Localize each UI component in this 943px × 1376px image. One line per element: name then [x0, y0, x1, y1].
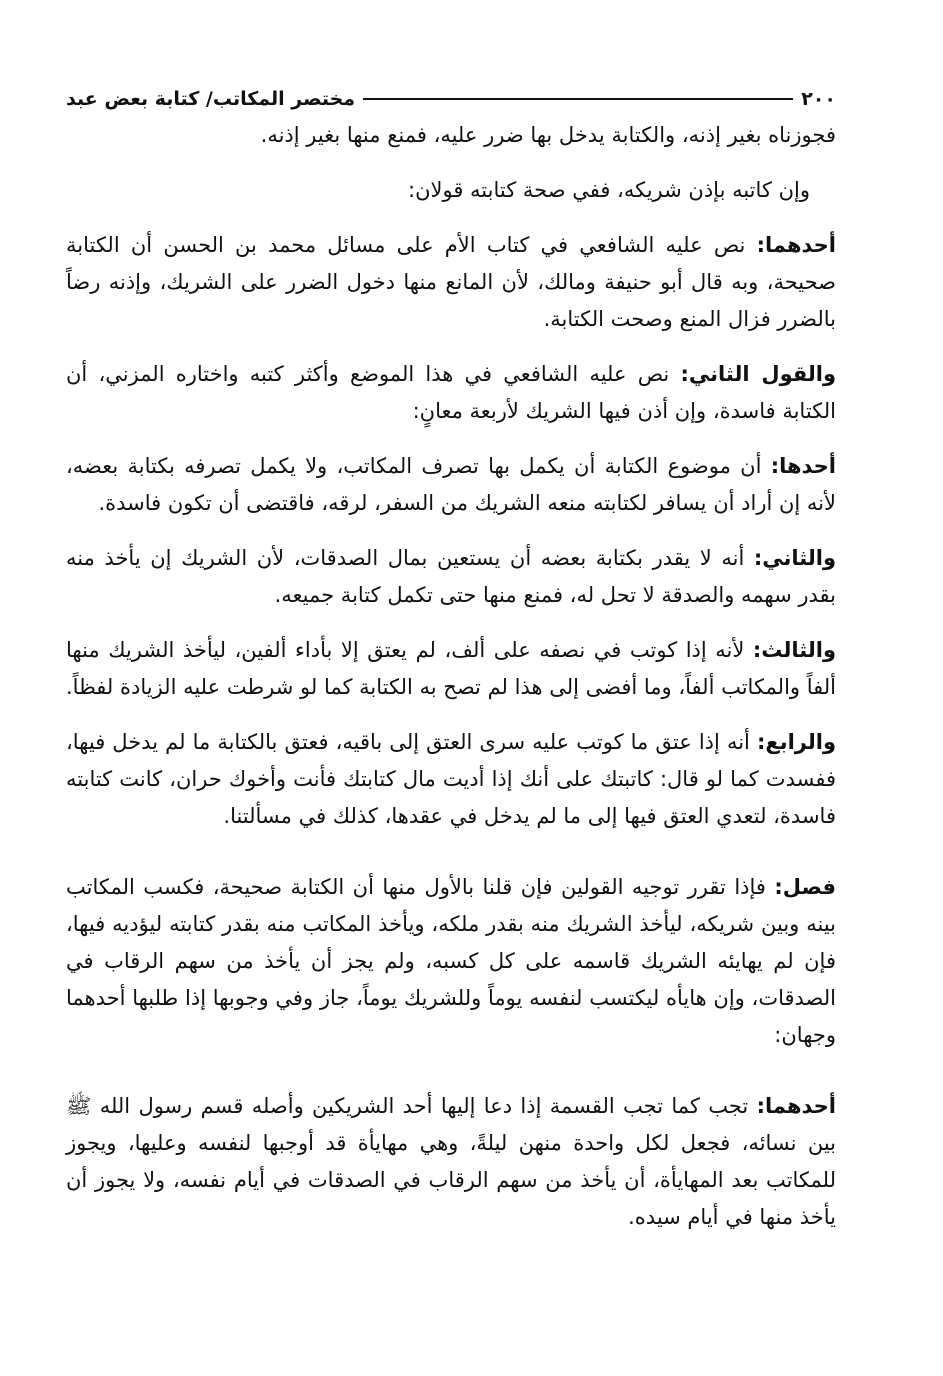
paragraph-label: والقول الثاني:: [680, 362, 836, 386]
book-page: [66, 0, 836, 1376]
running-title: مختصر المكاتب/ كتابة بعض عبد: [66, 88, 356, 110]
paragraph-text: وإن كاتبه بإذن شريكه، ففي صحة كتابته قولان:: [408, 178, 810, 202]
paragraph: [66, 869, 836, 1054]
paragraph-label: والثالث:: [752, 638, 836, 662]
page-body: [66, 117, 836, 1254]
paragraph-label: أحدهما:: [756, 233, 836, 257]
paragraph-text: أن موضوع الكتابة أن يكمل بها تصرف المكاتب، ولا يكمل تصرفه بكتابة بعضه، لأنه إن أراد أن يسافر لكتابته منعه الشريك من السفر، لرقه، فاقتضى أن تكون فاسدة.: [66, 454, 836, 515]
paragraph: [66, 632, 836, 706]
header-divider: [363, 98, 793, 100]
paragraph: [66, 227, 836, 338]
paragraph-text: تجب كما تجب القسمة إذا دعا إليها أحد الشريكين وأصله قسم رسول الله ﷺ بين نسائه، فجعل لكل واحدة منهن ليلةً، وهي مهايأة قد أوجبها لنفسه وعليها، ويجوز للمكاتب بعد المهايأة، أن يأخذ من سهم الرقاب في الصدقات في أيام نفسه، ولا يجوز أن يأخذ منها في أيام سيده.: [66, 1094, 836, 1229]
paragraph-label: أحدها:: [770, 454, 836, 478]
paragraph-text: نص عليه الشافعي في هذا الموضع وأكثر كتبه واختاره المزني، أن الكتابة فاسدة، وإن أذن فيها الشريك لأربعة معانٍ:: [66, 362, 836, 423]
paragraph: [66, 117, 836, 154]
paragraph: [66, 172, 836, 209]
paragraph: [66, 540, 836, 614]
paragraph-label: والثاني:: [753, 546, 836, 570]
page-number: ٢٠٠: [801, 88, 836, 110]
paragraph: [66, 724, 836, 835]
paragraph: [66, 448, 836, 522]
paragraph: [66, 1088, 836, 1236]
paragraph-text: أنه إذا عتق ما كوتب عليه سرى العتق إلى باقيه، فعتق بالكتابة ما لم يدخل فيها، ففسدت كما لو قال: كاتبتك على أنك إذا أديت مال كتابتك فأنت وأخوك حران، كانت كتابته فاسدة، لتعدي العتق فيها إلى ما لم يدخل في عقدها، كذلك في مسألتنا.: [66, 730, 836, 828]
page-header: [66, 84, 836, 114]
paragraph-label: فصل:: [774, 875, 836, 899]
paragraph-text: نص عليه الشافعي في كتاب الأم على مسائل محمد بن الحسن أن الكتابة صحيحة، وبه قال أبو حنيفة ومالك، لأن المانع منها دخول الضرر على الشريك، وإذنه رضاً بالضرر فزال المنع وصحت الكتابة.: [66, 233, 836, 331]
paragraph: [66, 356, 836, 430]
paragraph-label: والرابع:: [756, 730, 836, 754]
paragraph-text: فجوزناه بغير إذنه، والكتابة يدخل بها ضرر عليه، فمنع منها بغير إذنه.: [260, 123, 836, 147]
paragraph-text: فإذا تقرر توجيه القولين فإن قلنا بالأول منها أن الكتابة صحيحة، فكسب المكاتب بينه وبين شريكه، ليأخذ الشريك منه بقدر ملكه، ويأخذ المكاتب منه بقدر كتابته ليؤديه فيها، فإن لم يهايئه الشريك قاسمه على كل كسبه، ولم يجز أن يأخذ من سهم الرقاب في الصدقات، وإن هايأه ليكتسب لنفسه يوماً وللشريك يوماً، جاز وفي وجوبها إذا طلبها أحدهما وجهان:: [66, 875, 836, 1047]
paragraph-text: أنه لا يقدر بكتابة بعضه أن يستعين بمال الصدقات، لأن الشريك إن يأخذ منه بقدر سهمه والصدقة لا تحل له، فمنع منها حتى تكمل كتابة جميعه.: [66, 546, 836, 607]
paragraph-label: أحدهما:: [756, 1094, 836, 1118]
paragraph-text: لأنه إذا كوتب في نصفه على ألف، لم يعتق إلا بأداء ألفين، ليأخذ الشريك منها ألفاً والمكاتب ألفاً، وما أفضى إلى هذا لم تصح به الكتابة كما لو شرطت عليه الزيادة لفظاً.: [66, 638, 836, 699]
